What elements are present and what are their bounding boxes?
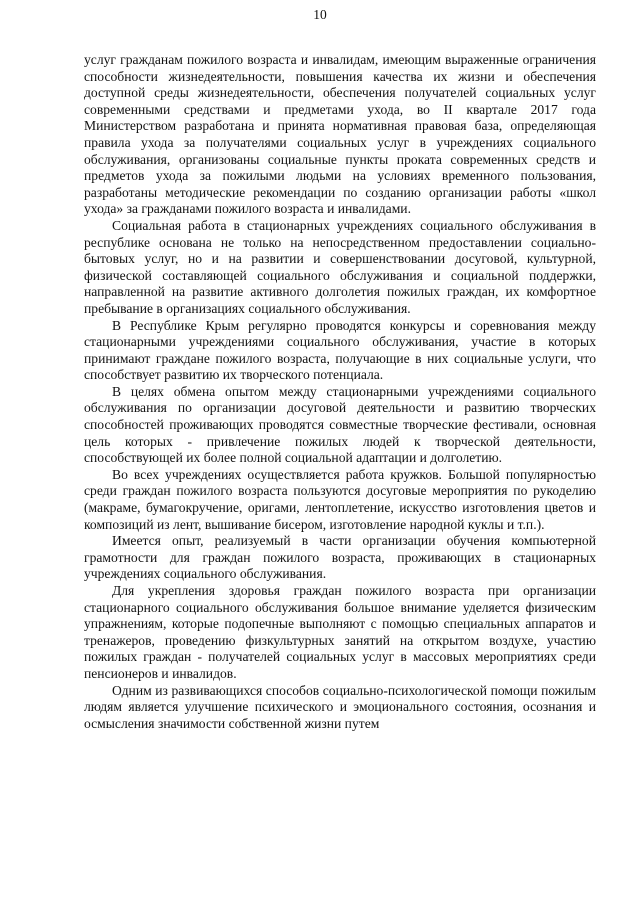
paragraph-1: услуг гражданам пожилого возраста и инвалидам, имеющим выраженные ограничения способности жизнедеятельности, повышения качества их жизни и обеспечения доступной среды жизнедеятельности, обеспечения получателей социальных услуг современными средствами и предметами ухода, во II квартале 2017 года Министерством разработана и принята нормативная правовая база, определяющая правила ухода за получателями социальных услуг в учреждениях социального обслуживания, организованы социальные пункты проката современных средств и предметов ухода за пожилыми людьми на условиях временного пользования, разработаны методические рекомендации по созданию организации работы «школ ухода» за гражданами пожилого возраста и инвалидами. <box>84 52 596 217</box>
paragraph-8: Одним из развивающихся способов социально-психологической помощи пожилым людям является улучшение психического и эмоционального состояния, осознания и осмысления значимости собственной жизни путем <box>84 682 596 731</box>
paragraph-5: Во всех учреждениях осуществляется работа кружков. Большой популярностью среди граждан пожилого возраста пользуются досуговые мероприятия по рукоделию (макраме, бумагокручение, оригами, лентоплетение, искусство изготовления цветов и композиций из лент, вышивание бисером, изготовление народной куклы и т.п.). <box>84 466 596 532</box>
paragraph-2: Социальная работа в стационарных учреждениях социального обслуживания в республике основана не только на непосредственном предоставлении социально-бытовых услуг, но и на развитии и совершенствовании досуговой, культурной, физической составляющей социального обслуживания и социальной поддержки, направленной на развитие активного долголетия пожилых граждан, их комфортное пребывание в организациях социального обслуживания. <box>84 217 596 316</box>
paragraph-6: Имеется опыт, реализуемый в части организации обучения компьютерной грамотности для граждан пожилого возраста, проживающих в стационарных учреждениях социального обслуживания. <box>84 533 596 582</box>
paragraph-7: Для укрепления здоровья граждан пожилого возраста при организации стационарного социального обслуживания большое внимание уделяется физическим упражнениям, которые подопечные выполняют с помощью специальных аппаратов и тренажеров, проведению физкультурных занятий на открытом воздухе, участию пожилых граждан - получателей социальных услуг в массовых мероприятиях среди пенсионеров и инвалидов. <box>84 583 596 681</box>
paragraph-3: В Республике Крым регулярно проводятся конкурсы и соревнования между стационарными учреждениями социального обслуживания, участие в которых принимают граждане пожилого возраста, получающие в них социальные услуги, что способствует развитию их творческого потенциала. <box>84 317 596 383</box>
document-body <box>84 52 596 732</box>
paragraph-4: В целях обмена опытом между стационарными учреждениями социального обслуживания по организации досуговой деятельности и развитию творческих способностей проживающих проводятся совместные творческие фестивали, основная цель которых - привлечение пожилых людей к творческой деятельности, способствующей их более полной социальной адаптации и долголетию. <box>84 383 596 466</box>
page-number: 10 <box>313 7 327 22</box>
